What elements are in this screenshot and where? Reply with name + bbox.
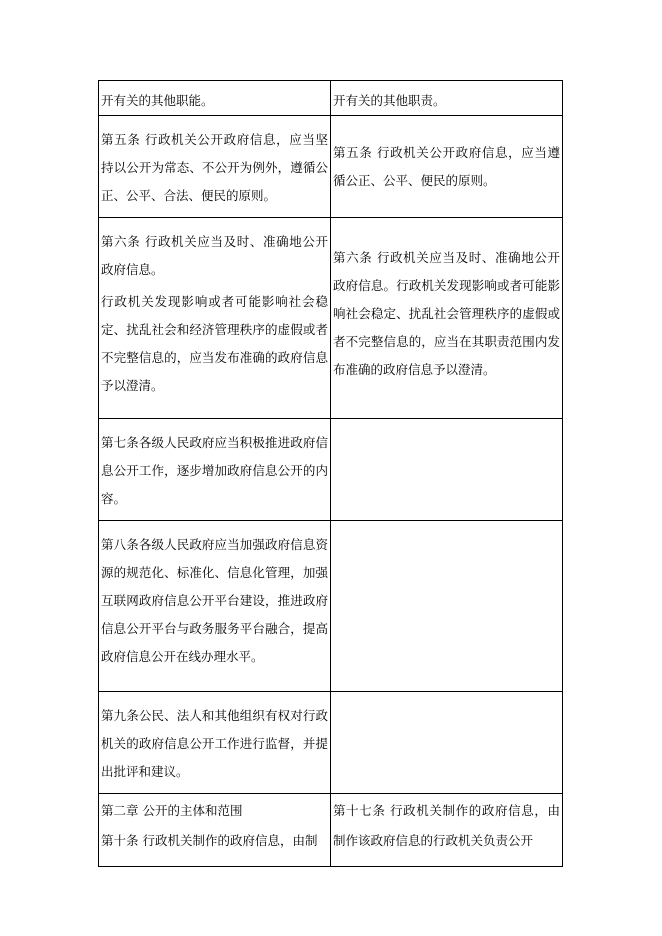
table-row [99,116,563,218]
paragraph: 第五条 行政机关公开政府信息，应当坚持以公开为常态、不公开为例外，遵循公正、公平、合法、便民的原则。 [101,132,328,203]
new-text-cell [331,218,563,418]
comparison-table [98,80,563,867]
paragraph: 第七条各级人民政府应当积极推进政府信息公开工作，逐步增加政府信息公开的内容。 [101,435,328,506]
new-text-cell [331,116,563,217]
new-text-cell [331,692,563,793]
old-text-cell [99,218,331,418]
paragraph: 第八条各级人民政府应当加强政府信息资源的规范化、标准化、信息化管理，加强互联网政府信息公开平台建设，推进政府信息公开平台与政务服务平台融合，提高政府信息公开在线办理水平。 [101,537,328,664]
paragraph: 第十七条 行政机关制作的政府信息，由制作该政府信息的行政机关负责公开 [333,803,560,848]
table-row [99,692,563,794]
paragraph: 第六条 行政机关应当及时、准确地公开政府信息。行政机关发现影响或者可能影响社会稳定、扰乱社会管理秩序的虚假或者不完整信息的，应当在其职责范围内发布准确的政府信息予以澄清。 [333,250,560,377]
old-text-cell [99,794,331,866]
old-text-cell [99,419,331,520]
old-text-cell [99,692,331,793]
table-row [99,521,563,692]
table-row [99,218,563,419]
old-text-cell [99,116,331,217]
table-row [99,794,563,867]
paragraph: 开有关的其他职责。 [333,93,446,108]
new-text-cell [331,419,563,520]
new-text-cell [331,794,563,866]
new-text-cell [331,521,563,691]
paragraph: 行政机关发现影响或者可能影响社会稳定、扰乱社会和经济管理秩序的虚假或者不完整信息的，应当发布准确的政府信息予以澄清。 [101,294,328,393]
paragraph: 第五条 行政机关公开政府信息，应当遵循公正、公平、便民的原则。 [333,144,560,188]
old-text-cell [99,81,331,115]
table-row [99,81,563,116]
table-row [99,419,563,521]
new-text-cell [331,81,563,115]
paragraph: 第九条公民、法人和其他组织有权对行政机关的政府信息公开工作进行监督，并提出批评和建议。 [101,708,328,779]
paragraph: 开有关的其他职能。 [101,93,214,108]
paragraph: 第六条 行政机关应当及时、准确地公开政府信息。 [101,234,328,277]
old-text-cell [99,521,331,691]
paragraph: 第十条 行政机关制作的政府信息，由制 [101,833,318,848]
chapter-heading: 第二章 公开的主体和范围 [101,803,243,818]
